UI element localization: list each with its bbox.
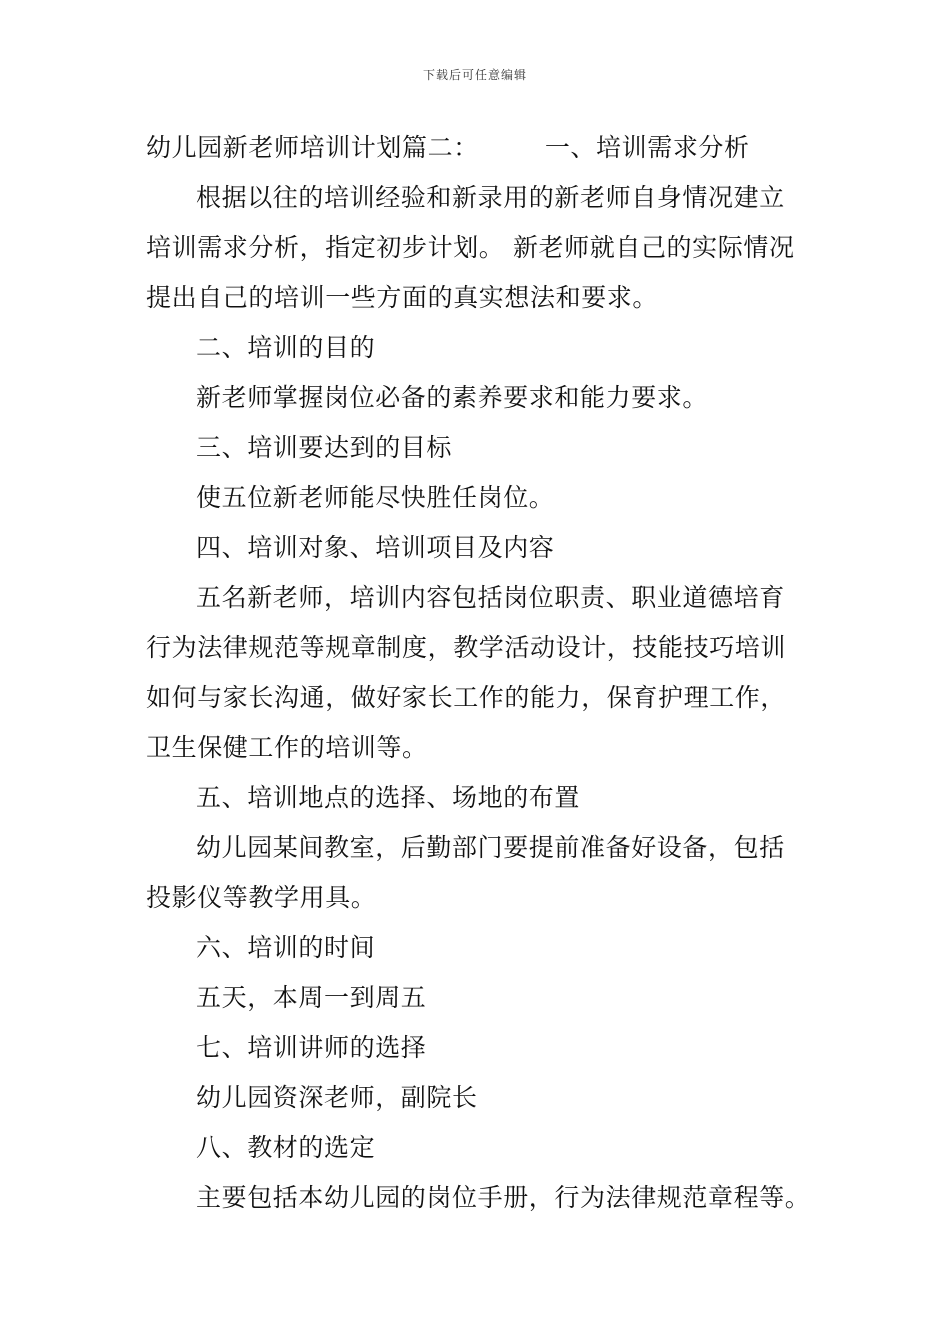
download-editable-note: 下载后可任意编辑 [422, 68, 527, 82]
paragraph-line: 卫生保健工作的培训等。 [146, 733, 428, 762]
section-heading-6: 六、培训的时间 [196, 933, 376, 962]
paragraph-line: 幼儿园资深老师，副院长 [196, 1083, 478, 1112]
section-heading-2: 二、培训的目的 [196, 333, 376, 362]
section-heading-7: 七、培训讲师的选择 [196, 1033, 427, 1062]
paragraph-line: 培训需求分析，指定初步计划。 新老师就自己的实际情况 [146, 233, 795, 262]
title-line [146, 133, 750, 163]
paragraph-line: 主要包括本幼儿园的岗位手册，行为法律规范章程等。 [196, 1183, 811, 1212]
paragraph-line: 五天，本周一到周五 [196, 983, 427, 1012]
paragraph-line: 使五位新老师能尽快胜任岗位。 [196, 483, 555, 512]
paragraph-line: 如何与家长沟通，做好家长工作的能力，保育护理工作， [146, 683, 787, 712]
paragraph-line: 五名新老师，培训内容包括岗位职责、职业道德培育 [196, 583, 785, 612]
section-heading-4: 四、培训对象、培训项目及内容 [196, 533, 555, 562]
paragraph-line: 根据以往的培训经验和新录用的新老师自身情况建立 [196, 183, 785, 212]
document-title: 幼儿园新老师培训计划篇二： [146, 133, 479, 162]
section-heading-1: 一、培训需求分析 [544, 133, 750, 162]
paragraph-line: 行为法律规范等规章制度，教学活动设计，技能技巧培训 [146, 633, 787, 662]
section-heading-3: 三、培训要达到的目标 [196, 433, 453, 462]
section-heading-8: 八、教材的选定 [196, 1133, 376, 1162]
paragraph-line: 幼儿园某间教室，后勤部门要提前准备好设备，包括 [196, 833, 785, 862]
paragraph-line: 投影仪等教学用具。 [146, 883, 377, 912]
paragraph-line: 新老师掌握岗位必备的素养要求和能力要求。 [196, 383, 709, 412]
section-heading-5: 五、培训地点的选择、场地的布置 [196, 783, 581, 812]
paragraph-line: 提出自己的培训一些方面的真实想法和要求。 [146, 283, 659, 312]
